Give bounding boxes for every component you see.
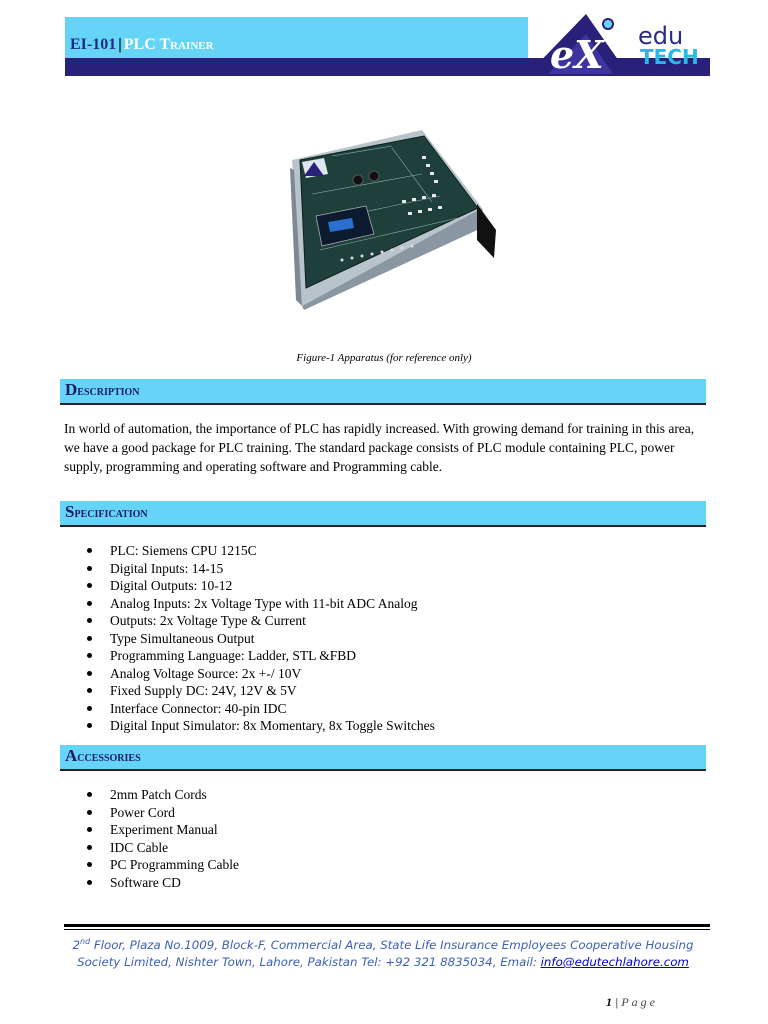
- spec-item: Type Simultaneous Output: [84, 630, 435, 648]
- logo-word-lahore: LAHORE: [640, 68, 692, 77]
- accessories-heading-text: Accessories: [65, 746, 141, 765]
- edutech-logo: [528, 8, 713, 78]
- spec-item: Analog Voltage Source: 2x +-/ 10V: [84, 665, 435, 683]
- product-code: EI-101: [70, 36, 117, 53]
- footer-rule-thick: [64, 924, 710, 927]
- spec-item: Analog Inputs: 2x Voltage Type with 11-bit ADC Analog: [84, 595, 435, 613]
- accessory-item: Experiment Manual: [84, 821, 239, 839]
- page-number-separator: |: [615, 995, 619, 1009]
- spec-item: PLC: Siemens CPU 1215C: [84, 542, 435, 560]
- document-title: [70, 36, 214, 54]
- page-number: [606, 995, 658, 1010]
- spec-item: Digital Input Simulator: 8x Momentary, 8x Toggle Switches: [84, 717, 435, 735]
- product-name: PLC Trainer: [123, 36, 214, 53]
- spec-item: Digital Outputs: 10-12: [84, 577, 435, 595]
- specification-list: [84, 542, 435, 735]
- spec-item: Outputs: 2x Voltage Type & Current: [84, 612, 435, 630]
- logo-letters: eX: [550, 32, 604, 77]
- spec-item: Programming Language: Ladder, STL &FBD: [84, 647, 435, 665]
- specification-heading-text: Specification: [65, 502, 148, 521]
- footer-rule-thin: [64, 929, 710, 930]
- accessories-heading: [60, 745, 706, 771]
- page-word: Page: [621, 995, 658, 1009]
- spec-item: Interface Connector: 40-pin IDC: [84, 700, 435, 718]
- specification-heading: [60, 501, 706, 527]
- logo-word-tech: TECH: [640, 45, 699, 69]
- footer-floor-number: 2: [72, 937, 81, 952]
- accessory-item: Software CD: [84, 874, 239, 892]
- footer-floor-suffix: nd: [80, 937, 91, 946]
- accessory-item: PC Programming Cable: [84, 856, 239, 874]
- accessory-item: Power Cord: [84, 804, 239, 822]
- accessory-item: 2mm Patch Cords: [84, 786, 239, 804]
- spec-item: Digital Inputs: 14-15: [84, 560, 435, 578]
- title-separator: |: [118, 36, 122, 53]
- accessory-item: IDC Cable: [84, 839, 239, 857]
- figure-caption: Figure-1 Apparatus (for reference only): [296, 352, 472, 364]
- accessories-list: [84, 786, 239, 891]
- description-heading-text: Description: [65, 380, 140, 399]
- spec-item: Fixed Supply DC: 24V, 12V & 5V: [84, 682, 435, 700]
- apparatus-image: [272, 130, 500, 310]
- footer-email-link[interactable]: info@edutechlahore.com: [540, 954, 689, 969]
- footer-address: [60, 933, 706, 971]
- page-number-value: 1: [606, 995, 612, 1009]
- description-text: In world of automation, the importance of PLC has rapidly increased. With growing demand for training in this area, we have a good package for PLC training. The standard package consists of PLC module containing PLC, power supply, programming and operating software and Programming cable.: [64, 421, 695, 474]
- footer-address-text: Floor, Plaza No.1009, Block-F, Commercial Area, State Life Insurance Employees Cooperative Housing Society Limited, Nishter Town, Lahore, Pakistan Tel: +92 321 8835034, Email:: [77, 937, 694, 969]
- logo-word-edu: edu: [638, 22, 684, 50]
- description-heading: [60, 379, 706, 405]
